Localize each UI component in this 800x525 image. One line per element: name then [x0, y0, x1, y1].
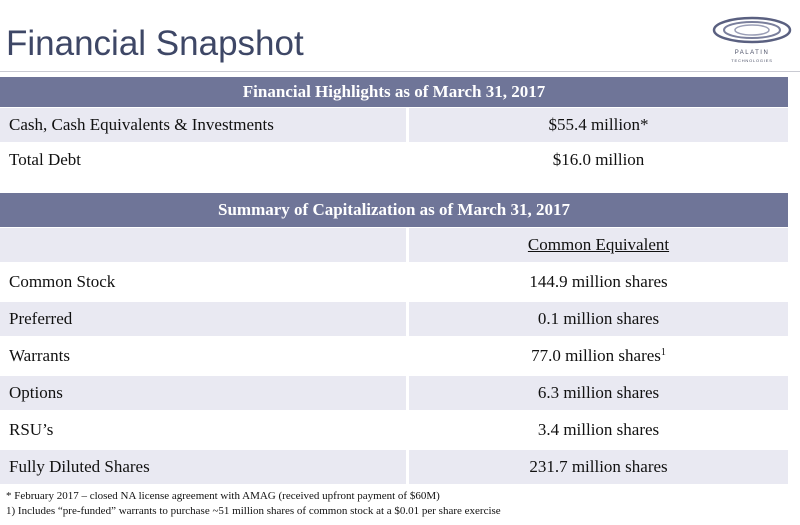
row-value: 77.0 million shares$^1$	[409, 339, 788, 373]
table-row	[0, 413, 788, 447]
row-label: Common Stock	[0, 265, 406, 299]
table-header-row	[0, 228, 788, 262]
row-label: Options	[0, 376, 406, 410]
logo-subtitle: TECHNOLOGIES	[731, 58, 773, 63]
capitalization-heading: Summary of Capitalization as of March 31, 2017	[0, 193, 788, 227]
row-label: Fully Diluted Shares	[0, 450, 406, 484]
row-label: RSU’s	[0, 413, 406, 447]
row-value: $55.4 million*	[409, 108, 788, 142]
table-row	[0, 302, 788, 336]
page-title: Financial Snapshot	[6, 24, 304, 63]
table-row	[0, 143, 788, 177]
logo-swirl-icon	[708, 12, 796, 52]
table-row	[0, 339, 788, 373]
row-label: Total Debt	[0, 143, 406, 177]
table-row	[0, 376, 788, 410]
row-value: $16.0 million	[409, 143, 788, 177]
row-label: Warrants	[0, 339, 406, 373]
table-row	[0, 108, 788, 142]
row-value: 144.9 million shares	[409, 265, 788, 299]
company-logo	[708, 12, 796, 68]
table-row	[0, 450, 788, 484]
highlights-heading: Financial Highlights as of March 31, 2017	[0, 77, 788, 107]
row-label: Cash, Cash Equivalents & Investments	[0, 108, 406, 142]
footnote-asterisk: * February 2017 – closed NA license agreement with AMAG (received upfront payment of $60M)	[6, 490, 440, 502]
row-value: 3.4 million shares	[409, 413, 788, 447]
footnote-marker: 1	[660, 347, 666, 358]
row-value: 231.7 million shares	[409, 450, 788, 484]
table-row	[0, 265, 788, 299]
row-value: 0.1 million shares	[409, 302, 788, 336]
title-divider	[0, 71, 800, 72]
column-header: Common Equivalent	[409, 228, 788, 262]
row-value: 6.3 million shares	[409, 376, 788, 410]
logo-name: PALATIN	[734, 50, 770, 56]
row-label: Preferred	[0, 302, 406, 336]
header-blank-cell	[0, 228, 406, 262]
footnote-1: 1) Includes “pre-funded” warrants to purchase ~51 million shares of common stock at a $0.01 per share exercise	[6, 505, 501, 517]
